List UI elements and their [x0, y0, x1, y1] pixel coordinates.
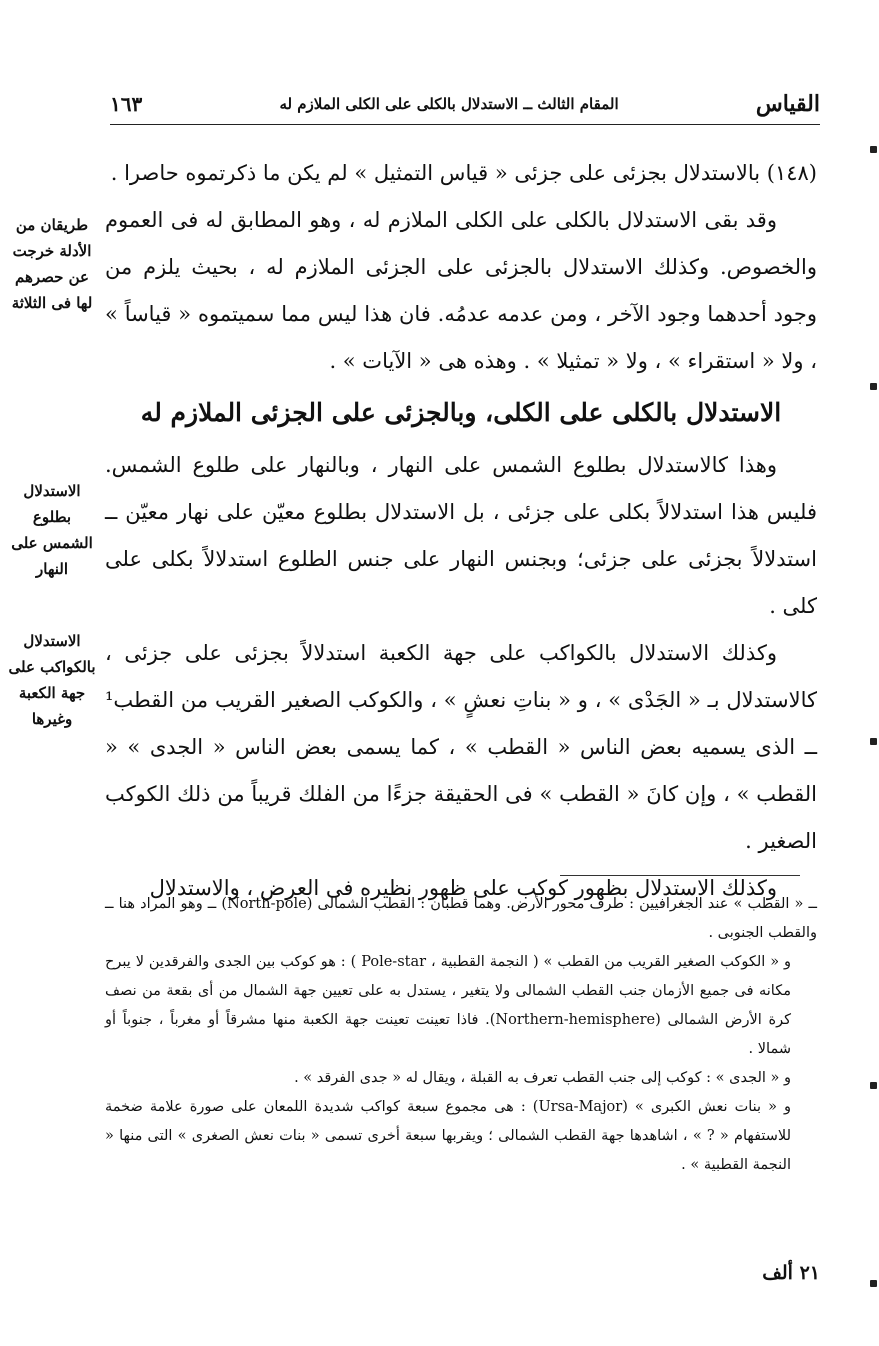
paragraph: وكذلك الاستدلال بالكواكب على جهة الكعبة استدلالاً بجزئى على جزئى ، كالاستدلال بـ « الجَدْى » ، و « بناتِ نعشٍ » ، والكوكب الصغير القريب من القطب¹ ــ الذى يسميه بعض الناس « القطب » ، كما يسمى بعض الناس « الجدى » « القطب » ، وإن كانَ « القطب » فى الحقيقة جزءًا من الفلك قريباً من ذلك الكوكب الصغير . [105, 641, 817, 853]
footnote-divider [560, 875, 800, 876]
page-header [110, 84, 820, 125]
binding-mark [870, 1280, 877, 1287]
footnote: ــ « القطب » عند الجغرافيين : طرف محور الأرض. وهما قطبان : القطب الشمالى (North-pole) ــ وهو المراد هنا ــ والقطب الجنوبى . [105, 896, 817, 941]
signature-mark: ٢١ ألف [762, 1262, 820, 1284]
footnote: و « الجدى » : كوكب إلى جنب القطب تعرف به القبلة ، ويقال له « جدى الفرقد » . [294, 1070, 791, 1086]
paragraph: وكذلك الاستدلال بظهور كوكب على ظهور نظيره فى العرض ، والاستدلال [149, 876, 777, 900]
footnotes [105, 890, 817, 1180]
paragraph: (١٤٨) بالاستدلال بجزئى على جزئى « قياس التمثيل » لم يكن ما ذكرتموه حاصرا . [110, 161, 817, 185]
running-title: المقام الثالث ــ الاستدلال بالكلى على الكلى الملازم له [279, 95, 619, 113]
main-text [105, 150, 817, 912]
binding-mark [870, 383, 877, 390]
footnote: و « بنات نعش الكبرى » (Ursa-Major) : هى مجموع سبعة كواكب شديدة اللمعان على صورة علامة ضخمة للاستفهام « ? » ، اشاهدها جهة القطب الشمالى ؛ ويقربها سبعة أخرى تسمى « بنات نعش الصغرى » التى منها « النجمة القطبية » . [105, 1099, 791, 1173]
book-title: القياس [755, 91, 820, 117]
binding-mark [870, 738, 877, 745]
binding-mark [870, 146, 877, 153]
section-heading: الاستدلال بالكلى على الكلى، وبالجزئى على الجزئى الملازم له [140, 398, 782, 427]
margin-note: طريقان من الأدلة خرجت عن حصرهم لها فى الثلاثة [11, 216, 93, 312]
margin-note: الاستدلال بالكواكب على جهة الكعبة وغيرها [8, 632, 96, 728]
paragraph: وقد بقى الاستدلال بالكلى على الكلى الملازم له ، وهو المطابق له فى العموم والخصوص. وكذلك الاستدلال بالجزئى على الجزئى الملازم له ، بحيث يلزم من وجود أحدهما وجود الآخر ، ومن عدمه عدمُه. فان هذا ليس مما سميتموه « قياساً » ، ولا « استقراء » ، ولا « تمثيلا » . وهذه هى « الآيات » . [105, 208, 817, 373]
footnote: و « الكوكب الصغير القريب من القطب » ( النجمة القطبية ، Pole-star ) : هو كوكب بين الجدى والفرقدين لا يبرح مكانه فى جميع الأزمان جنب القطب الشمالى ولا يتغير ، يستدل به على تعيين جهة الشمال من أى بقعة من نصف كرة الأرض الشمالى (Northern-hemisphere). فاذا تعينت تعينت جهة الكعبة منها مشرقاً أو مغرباً ، جنوباً أو شمالا . [105, 954, 792, 1057]
page-number: ١٦٣ [110, 92, 143, 116]
binding-mark [870, 1082, 877, 1089]
paragraph: وهذا كالاستدلال بطلوع الشمس على النهار ، وبالنهار على طلوع الشمس. فليس هذا استدلالاً بكلى على جزئى ، بل الاستدلال بطلوع معيّن على نهار معيّن ــ استدلالاً بجزئى على جزئى؛ وبجنس النهار على جنس الطلوع استدلالاً بكلى على كلى . [105, 453, 817, 618]
margin-note: الاستدلال بطلوع الشمس على النهار [11, 482, 93, 578]
